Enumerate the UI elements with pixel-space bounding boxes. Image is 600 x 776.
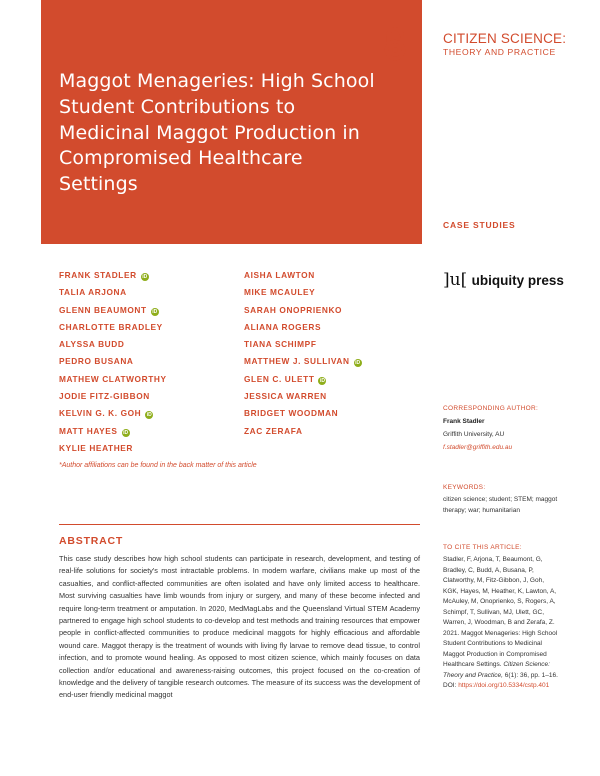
author-name xyxy=(59,443,167,460)
author-name xyxy=(244,426,362,443)
corresponding-author-affiliation: Griffith University, AU xyxy=(443,431,505,438)
publisher-mark: ]u[ xyxy=(443,270,468,290)
author-name xyxy=(244,305,362,322)
section-label: CASE STUDIES xyxy=(443,220,516,230)
author-list-right xyxy=(244,270,362,443)
author-name xyxy=(59,426,167,443)
orcid-icon[interactable]: iD xyxy=(142,274,148,280)
orcid-icon[interactable]: iD xyxy=(146,412,152,419)
author-name xyxy=(244,270,362,287)
citation-text xyxy=(443,555,561,692)
author-list-left xyxy=(59,270,167,460)
author-name-text: MATHEW CLATWORTHY xyxy=(59,373,167,384)
author-name xyxy=(59,408,167,425)
abstract-heading: ABSTRACT xyxy=(59,535,124,547)
author-name-text: BRIDGET WOODMAN xyxy=(244,408,339,419)
author-name-text: JODIE FITZ-GIBBON xyxy=(59,391,150,402)
author-name-text: JESSICA WARREN xyxy=(244,391,327,402)
orcid-icon[interactable]: iD xyxy=(152,308,158,315)
corresponding-author-email[interactable]: f.stadler@griffith.edu.au xyxy=(443,444,513,451)
author-name xyxy=(59,322,167,339)
publisher-logo[interactable] xyxy=(443,270,564,290)
author-name-text: KELVIN G. K. GOH xyxy=(59,408,142,419)
abstract-divider xyxy=(59,524,420,525)
citation-doi-link[interactable]: https://doi.org/10.5334/cstp.401 xyxy=(458,682,550,689)
journal-name xyxy=(443,32,566,56)
author-name xyxy=(59,356,167,373)
author-name-text: TIANA SCHIMPF xyxy=(244,339,317,350)
author-name xyxy=(244,374,362,391)
author-name-text: AISHA LAWTON xyxy=(244,270,315,280)
corresponding-author-label: CORRESPONDING AUTHOR: xyxy=(443,405,539,412)
citation-label: TO CITE THIS ARTICLE: xyxy=(443,544,522,551)
journal-name-line2: THEORY AND PRACTICE xyxy=(443,46,556,57)
author-name-text: KYLIE HEATHER xyxy=(59,442,134,453)
open-access-icon xyxy=(382,26,408,62)
author-name xyxy=(244,408,362,425)
author-name-text: GLENN BEAUMONT xyxy=(59,304,147,315)
author-name-text: ALIANA ROGERS xyxy=(244,321,322,332)
author-name xyxy=(59,305,167,322)
author-name-text: PEDRO BUSANA xyxy=(59,356,134,367)
author-name-text: MIKE MCAULEY xyxy=(244,287,316,298)
author-name xyxy=(59,391,167,408)
publisher-name: ubiquity press xyxy=(471,273,564,288)
citation-main: Stadler, F, Arjona, T, Beaumont, G, Bradley, C, Budd, A, Busana, P, Clatworthy, M, Fitz-Gibbon, J, Goh, KGK, Hayes, M, Heather, K, Lawton, A, McAuley, M, Onoprienko, S, Rogers, A, Schimpf, T, Sullivan, MJ, Ulett, GC, Warren, J, Woodman, B and Zerafa, Z. 2021. Maggot Menageries: High School Student Contributions to Medicinal Maggot Production in Compromised Healthcare Settings. xyxy=(443,556,558,668)
author-name-text: MATT HAYES xyxy=(59,425,118,436)
abstract-body: This case study describes how high school students can participate in research, development, and testing of real-life solutions for society's most intractable problems. In modern warfare, civilians make up most of the casualties, and conflict-affected communities are often isolated and have only limited access to healthcare. Most surviving casualties have limb wounds from injury or surgery, and many of these become infected and require long-term treatment or amputation. In 2020, MedMagLabs and the Queensland Virtual STEM Academy partnered to engage high school students to co-develop and test methods and training resources that empower people in conflict-affected communities to produce medicinal maggots for highly efficacious and affordable wound care. Maggot therapy is the treatment of wounds with living fly larvae to remove dead tissue, to control infection, and to promote wound healing. As opposed to most citizen science, which mainly focuses on data collection and/or educational and awareness-raising outcomes, this project focused on the co-creation of knowledge and the delivery of tangible research outcomes. The measure of its success was the development of end-user friendly medicinal maggot xyxy=(59,554,420,700)
citation-volume-pages: 6(1): 36, pp. 1–16. DOI: xyxy=(443,671,558,689)
keywords-text: citizen science; student; STEM; maggot therapy; war; humanitarian xyxy=(443,496,558,514)
author-name xyxy=(59,374,167,391)
article-title: Maggot Menageries: High School Student Contributions to Medicinal Maggot Production in Compromised Healthcare Settings xyxy=(59,70,375,196)
author-name xyxy=(244,391,362,408)
affiliation-note: *Author affiliations can be found in the back matter of this article xyxy=(59,462,257,469)
author-name xyxy=(59,339,167,356)
author-name-text: GLEN C. ULETT xyxy=(244,373,315,384)
orcid-icon[interactable]: iD xyxy=(355,360,361,367)
author-name xyxy=(244,287,362,304)
author-name-text: MATTHEW J. SULLIVAN xyxy=(244,356,350,367)
author-name xyxy=(59,287,167,304)
keywords-label: KEYWORDS: xyxy=(443,484,486,491)
citation-journal: Citizen Science: Theory and Practice, xyxy=(443,661,550,679)
author-name-text: CHARLOTTE BRADLEY xyxy=(59,321,163,332)
author-name xyxy=(59,270,167,287)
author-name-text: SARAH ONOPRIENKO xyxy=(244,304,343,315)
author-name-text: ZAC ZERAFA xyxy=(244,425,303,436)
author-name xyxy=(244,339,362,356)
author-name xyxy=(244,356,362,373)
author-name xyxy=(244,322,362,339)
author-name-text: TALIA ARJONA xyxy=(59,287,127,298)
corresponding-author-name: Frank Stadler xyxy=(443,418,485,425)
orcid-icon[interactable]: iD xyxy=(123,429,129,436)
orcid-icon[interactable]: iD xyxy=(319,377,325,384)
author-name-text: FRANK STADLER xyxy=(59,270,137,280)
journal-name-line1: CITIZEN SCIENCE: xyxy=(443,31,567,46)
author-name-text: ALYSSA BUDD xyxy=(59,339,125,350)
